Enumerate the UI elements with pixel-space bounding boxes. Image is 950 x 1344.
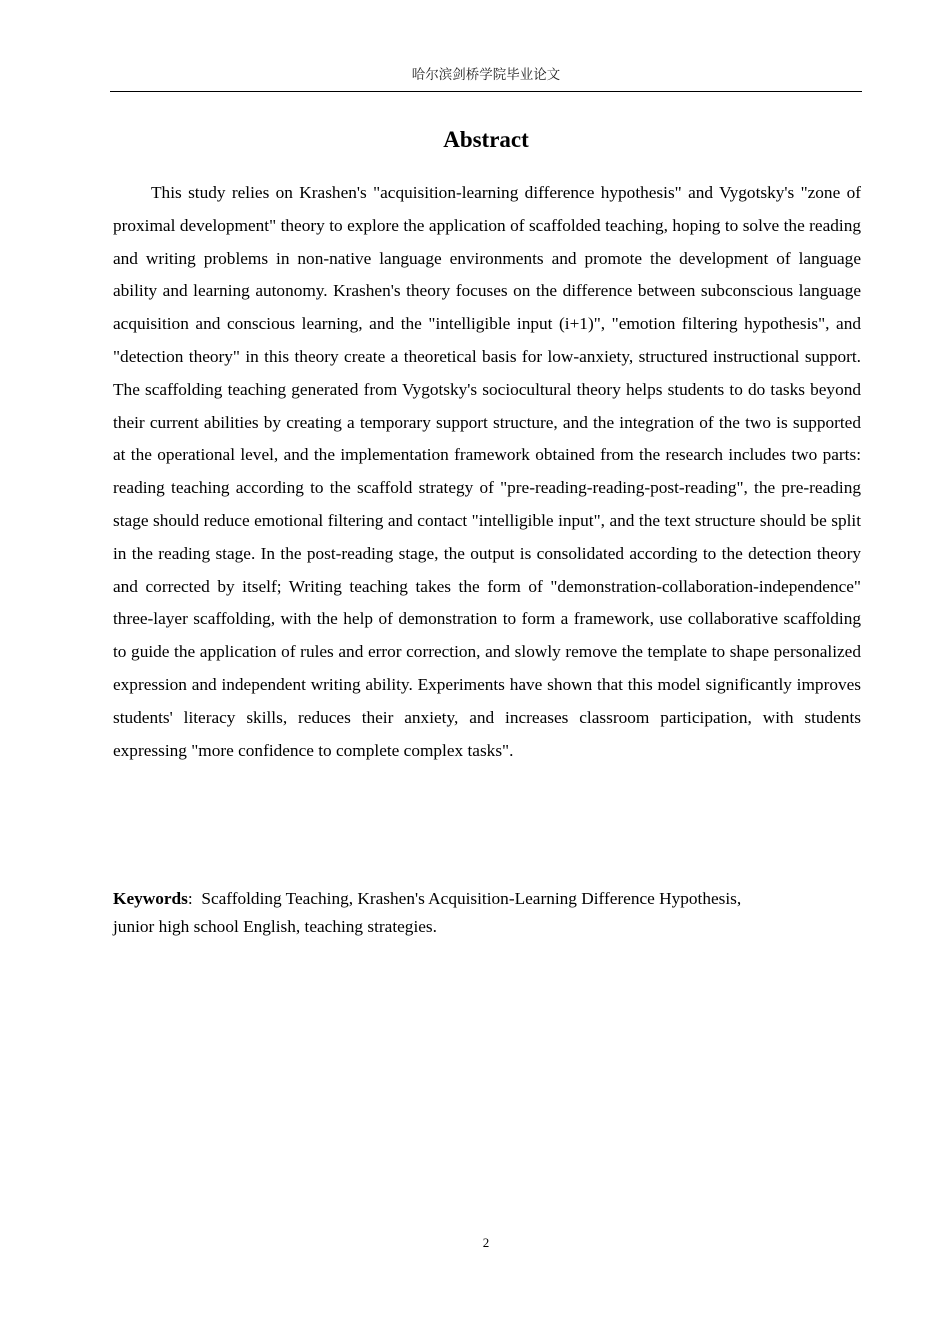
abstract-paragraph: This study relies on Krashen's "acquisition-learning difference hypothesis" and Vygotsky's "zone of proximal development" theory to explore the application of scaffolded teaching, hoping to solve the reading and writing problems in non-native language environments and promote the development of language ability and learning autonomy. Krashen's theory focuses on the difference between subconscious language acquisition and conscious learning, and the "intelligible input (i+1)", "emotion filtering hypothesis", and "detection theory" in this theory create a theoretical basis for low-anxiety, structured instructional support. The scaffolding teaching generated from Vygotsky's sociocultural theory helps students to do tasks beyond their current abilities by creating a temporary support structure, and the integration of the two is supported at the operational level, and the implementation framework obtained from the research includes two parts: reading teaching according to the scaffold strategy of "pre-reading-reading-post-reading", the pre-reading stage should reduce emotional filtering and contact "intelligible input", and the text structure should be split in the reading stage. In the post-reading stage, the output is consolidated according to the detection theory and corrected by itself; Writing teaching takes the form of "demonstration-collaboration-independence" three-layer scaffolding, with the help of demonstration to form a framework, use collaborative scaffolding to guide the application of rules and error correction, and slowly remove the template to shape personalized expression and independent writing ability. Experiments have shown that this model significantly improves students' literacy skills, reduces their anxiety, and increases classroom participation, with students expressing "more confidence to complete complex tasks". (113, 183, 861, 760)
keywords-section (113, 885, 861, 941)
page-title: Abstract (443, 127, 529, 152)
keywords-line-1: Scaffolding Teaching, Krashen's Acquisition-Learning Difference Hypothesis, (201, 889, 742, 908)
page-number: 2 (482, 1235, 490, 1250)
running-header: 哈尔滨剑桥学院毕业论文 (411, 67, 561, 83)
keywords-label: Keywords (113, 889, 188, 908)
keywords-separator: : (187, 889, 193, 908)
keywords-line-2: junior high school English, teaching strategies. (113, 917, 437, 936)
header-rule (110, 91, 862, 92)
